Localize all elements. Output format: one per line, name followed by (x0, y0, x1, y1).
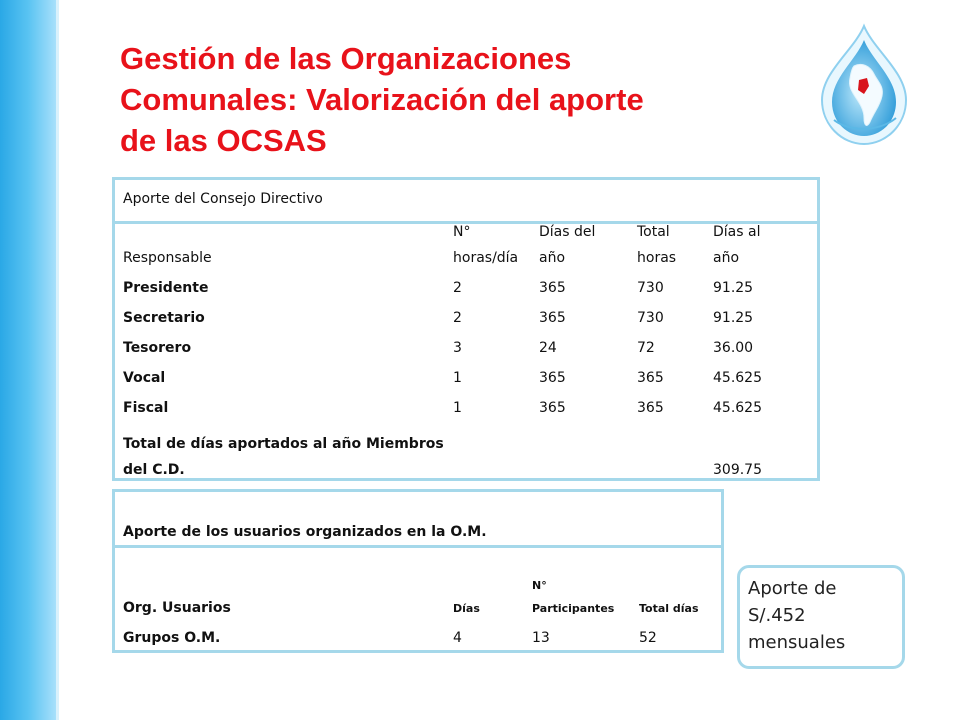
header-org: Org. Usuarios (123, 600, 231, 616)
council-contribution-table (112, 177, 820, 481)
table-row-total: 365 (637, 400, 664, 416)
table-row-total: 72 (637, 340, 655, 356)
title-line-2: Comunales: Valorización del aporte (120, 82, 644, 117)
header-hours-line1: N° (453, 224, 471, 240)
table-row-hours: 3 (453, 340, 462, 356)
table-row-total: 365 (637, 370, 664, 386)
header-total-line1: Total (637, 224, 670, 240)
table-row-days: 365 (539, 280, 566, 296)
header-year-line1: Días al (713, 224, 761, 240)
table-row-role: Secretario (123, 310, 205, 326)
total-value: 309.75 (713, 462, 762, 478)
note-line-3: mensuales (748, 632, 846, 653)
table-row-hours: 2 (453, 280, 462, 296)
table-row-days: 365 (539, 370, 566, 386)
table-row-role: Vocal (123, 370, 166, 386)
table-row-role: Tesorero (123, 340, 192, 356)
monthly-contribution-note (737, 565, 905, 669)
header-responsable: Responsable (123, 250, 212, 266)
table-row-year: 45.625 (713, 370, 762, 386)
table-row-org: Grupos O.M. (123, 630, 221, 646)
water-drop-globe-icon (804, 20, 924, 150)
header-days-line1: Días del (539, 224, 596, 240)
header-days: Días (453, 602, 480, 615)
table-row-participants: 13 (532, 630, 550, 646)
table-row-year: 36.00 (713, 340, 754, 356)
table-row-days: 24 (539, 340, 557, 356)
table-row-days: 365 (539, 400, 566, 416)
left-decorative-bar (0, 0, 56, 720)
total-label-line1: Total de días aportados al año Miembros (123, 436, 444, 452)
slide-title (120, 38, 770, 161)
header-total-days: Total días (639, 602, 699, 615)
table-row-total: 730 (637, 310, 664, 326)
table-caption: Aporte de los usuarios organizados en la O.M. (123, 524, 487, 540)
table-row-year: 91.25 (713, 310, 754, 326)
table-row-total: 730 (637, 280, 664, 296)
table-row-days: 4 (453, 630, 462, 646)
header-year-line2: año (713, 250, 740, 266)
header-total-line2: horas (637, 250, 677, 266)
table-divider (115, 545, 721, 548)
title-line-1: Gestión de las Organizaciones (120, 41, 572, 76)
total-label-line2: del C.D. (123, 462, 185, 478)
table-row-year: 45.625 (713, 400, 762, 416)
header-participants-line1: N° (532, 579, 547, 592)
header-participants-line2: Participantes (532, 602, 615, 615)
title-line-3: de las OCSAS (120, 123, 327, 158)
table-row-total: 52 (639, 630, 657, 646)
left-bar-highlight (56, 0, 59, 720)
note-line-1: Aporte de (748, 578, 837, 599)
table-row-year: 91.25 (713, 280, 754, 296)
header-hours-line2: horas/día (453, 250, 519, 266)
users-contribution-table (112, 489, 724, 653)
table-row-hours: 2 (453, 310, 462, 326)
note-line-2: S/.452 (748, 605, 806, 626)
table-row-hours: 1 (453, 400, 462, 416)
header-days-line2: año (539, 250, 566, 266)
table-row-hours: 1 (453, 370, 462, 386)
table-row-role: Fiscal (123, 400, 169, 416)
table-row-days: 365 (539, 310, 566, 326)
table-caption: Aporte del Consejo Directivo (123, 191, 323, 207)
table-row-role: Presidente (123, 280, 209, 296)
